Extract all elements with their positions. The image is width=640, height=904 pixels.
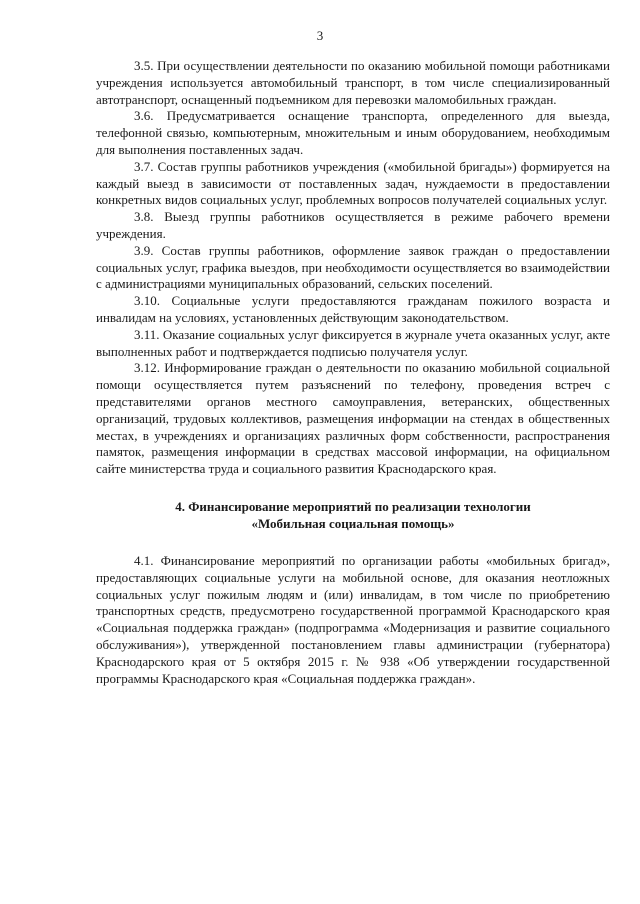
section-4-heading-line-2: «Мобильная социальная помощь»: [251, 515, 455, 531]
paragraph-3-11: 3.11. Оказание социальных услуг фиксируется в журнале учета оказанных услуг, акте выполненных работ и подтверждается подписью получателя услуг.: [96, 326, 610, 359]
page-number: 3: [316, 28, 324, 43]
paragraph-3-8: 3.8. Выезд группы работников осуществляется в режиме рабочего времени учреждения.: [96, 209, 610, 241]
paragraph-3-10: 3.10. Социальные услуги предоставляются гражданам пожилого возраста и инвалидам на условиях, установленных действующим законодательством.: [96, 293, 610, 325]
document-body: [96, 58, 610, 687]
paragraph-3-7: 3.7. Состав группы работников учреждения («мобильной бригады») формируется на каждый выезд в зависимости от поставленных задач, нуждаемости в предоставлении конкретных видов социальных услуг, проблемных вопросов получателей социальных услуг.: [96, 158, 610, 208]
paragraph-3-6: 3.6. Предусматривается оснащение транспорта, определенного для выезда, телефонной связью, компьютерным, множительным и иным оборудованием, необходимым для выполнения поставленных задач.: [96, 108, 610, 157]
paragraph-3-12: 3.12. Информирование граждан о деятельности по оказанию мобильной социальной помощи осуществляется путем разъяснений по телефону, проведения встреч с представителями органов местного самоуправления, ветеранских, общественных организаций, трудовых коллективов, размещения информации на стендах в общественных местах, в учреждениях и организациях различных форм собственности, распространения памяток, размещения информации в средствах массовой информации, на официальном сайте министерства труда и социального развития Краснодарского края.: [96, 360, 610, 477]
section-4-heading: [96, 498, 610, 532]
paragraph-4-1: 4.1. Финансирование мероприятий по организации работы «мобильных бригад», предоставляющих социальные услуги на мобильной основе, для оказания неотложных социальных услуг пожилым людям и (или) инвалидам, в том числе по приобретению транспортных средств, предусмотрено государственной программой Краснодарского края «Социальная поддержка граждан» (подпрограмма «Модернизация и развитие социального обслуживания»), утвержденной постановлением главы администрации (губернатора) Краснодарского края от 5 октября 2015 г. № 938 «Об утверждении государственной программы Краснодарского края «Социальная поддержка граждан».: [96, 552, 610, 686]
paragraph-3-9: 3.9. Состав группы работников, оформление заявок граждан о предоставлении социальных услуг, графика выездов, при необходимости осуществляется во взаимодействии с администрациями муниципальных образований, сельских поселений.: [96, 242, 610, 292]
section-4-heading-line-1: 4. Финансирование мероприятий по реализации технологии: [175, 498, 531, 514]
paragraph-3-5: 3.5. При осуществлении деятельности по оказанию мобильной помощи работниками учреждения используется автомобильный транспорт, в том числе специализированный автотранспорт, оснащенный подъемником для перевозки маломобильных граждан.: [96, 58, 610, 107]
